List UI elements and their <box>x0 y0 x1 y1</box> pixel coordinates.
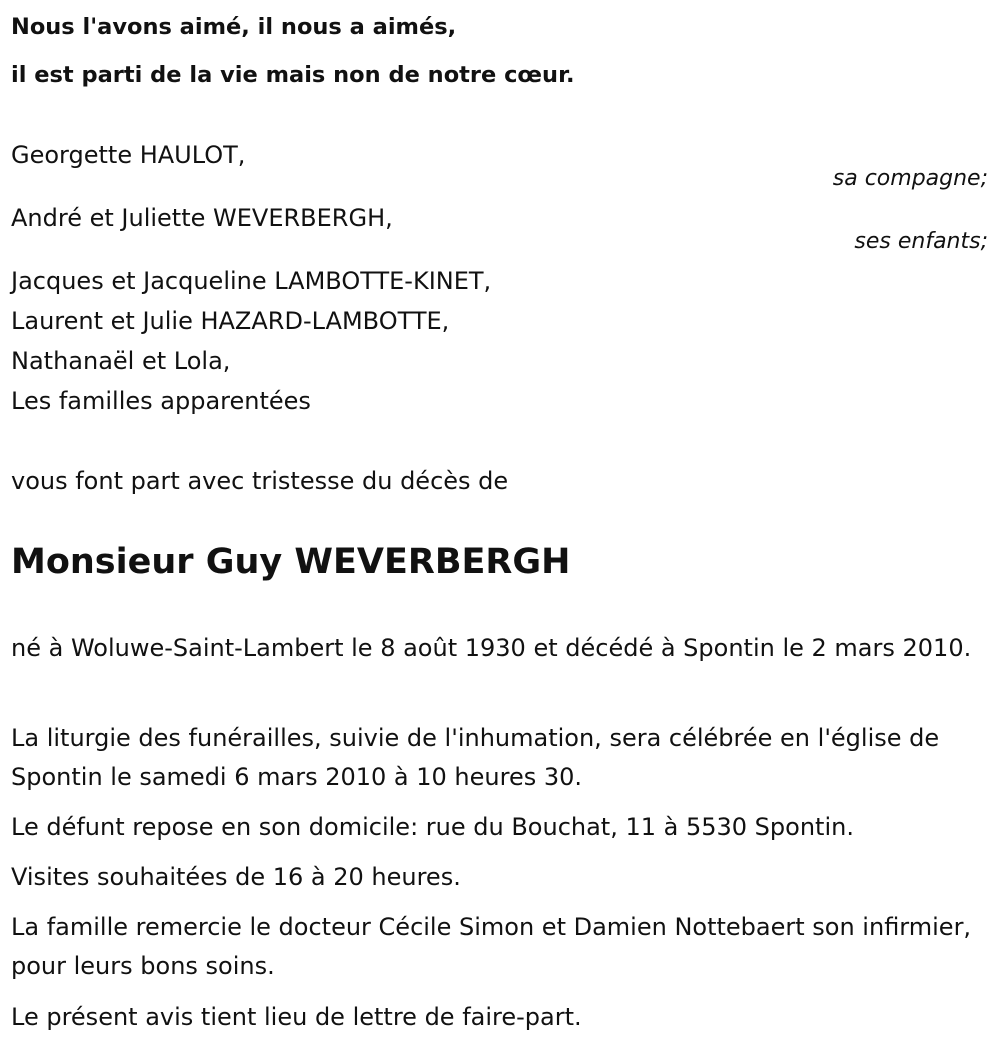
companion-name: Georgette HAULOT, <box>11 141 246 169</box>
detail-visits: Visites souhaitées de 16 à 20 heures. <box>11 863 461 891</box>
detail-funeral: La liturgie des funérailles, suivie de l'inhumation, sera célébrée en l'église de Spontin le samedi 6 mars 2010 à 10 heures 30. <box>11 724 940 791</box>
detail-thanks: La famille remercie le docteur Cécile Simon et Damien Nottebaert son infirmier, pour leurs bons soins. <box>11 913 972 980</box>
epigraph-line-2: il est parti de la vie mais non de notre cœur. <box>11 62 575 88</box>
family-member-2: Laurent et Julie HAZARD-LAMBOTTE, <box>11 307 450 335</box>
children-name: André et Juliette WEVERBERGH, <box>11 204 393 232</box>
epigraph-line-1: Nous l'avons aimé, il nous a aimés, <box>11 14 457 40</box>
detail-repose: Le défunt repose en son domicile: rue du Bouchat, 11 à 5530 Spontin. <box>11 813 854 841</box>
family-member-1: Jacques et Jacqueline LAMBOTTE-KINET, <box>11 267 492 295</box>
announcement-text: vous font part avec tristesse du décès de <box>11 467 509 495</box>
children-role: ses enfants; <box>854 229 988 254</box>
family-member-3: Nathanaël et Lola, <box>11 347 231 375</box>
family-member-4: Les familles apparentées <box>11 387 311 415</box>
deceased-name: Monsieur Guy WEVERBERGH <box>11 542 571 582</box>
companion-role: sa compagne; <box>832 166 988 191</box>
detail-notice: Le présent avis tient lieu de lettre de faire-part. <box>11 1003 582 1031</box>
detail-birth-death: né à Woluwe-Saint-Lambert le 8 août 1930 et décédé à Spontin le 2 mars 2010. <box>11 634 972 662</box>
